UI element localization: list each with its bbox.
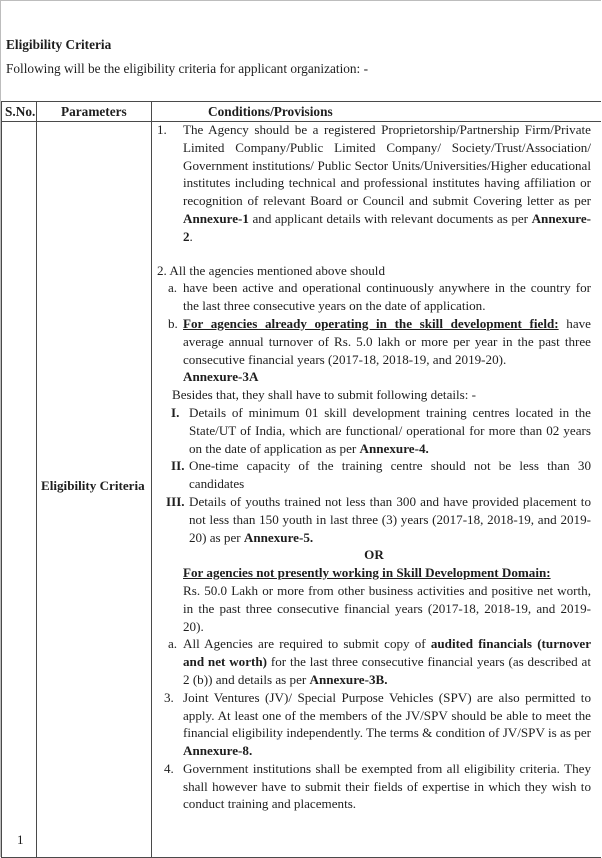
existing-agency-heading: For agencies already operating in the skill development field:: [183, 315, 559, 331]
table-top-border: [1, 101, 601, 102]
header-sno: S.No.: [5, 104, 36, 119]
header-parameters: Parameters: [61, 104, 127, 119]
new-agency-text: Rs. 50.0 Lakh or more from other business activities and positive net worth, in the past three consecutive financial years (2017-18, 2018-19, and 2019-20).: [183, 582, 591, 634]
header-conditions: Conditions/Provisions: [208, 104, 333, 119]
annexure-8-ref: Annexure-8.: [183, 743, 253, 759]
parameter-cell: Eligibility Criteria: [41, 478, 145, 493]
condition-2b-marker: b.: [168, 315, 178, 331]
or-separator: OR: [364, 547, 384, 563]
condition-3: [157, 689, 591, 760]
detail-iii-text: [189, 493, 591, 546]
condition-3-text: [183, 689, 591, 760]
condition-2a-marker: a.: [168, 280, 178, 296]
column-divider-sno: [36, 101, 37, 858]
condition-3-body: Joint Ventures (JV)/ Special Purpose Vehicles (SPV) are also permitted to apply. At least one of the members of the JV/SPV should be able to meet the financial eligibility independently. The terms & condition of JV/SPV is as per: [183, 689, 591, 741]
condition-1-text: [183, 121, 591, 246]
condition-2a: [157, 279, 591, 315]
financials-mid: for the last three consecutive financial years (as described at 2 (b)) and details as per: [183, 654, 591, 687]
spacer: [157, 246, 591, 262]
detail-iii: [157, 493, 591, 546]
condition-3-marker: 3.: [164, 689, 174, 705]
audited-financials: audited financials (turnover and net worth): [183, 636, 592, 670]
detail-ii-marker: II.: [171, 458, 185, 474]
intro-text: Following will be the eligibility criteria for applicant organization: -: [6, 61, 369, 76]
besides-text: Besides that, they shall have to submit following details: -: [172, 387, 477, 403]
detail-i-body: Details of minimum 01 skill development training centres located in the State/UT of India, which are functional/ operational for more than 02 years on the date of application as per: [189, 404, 591, 456]
annexure-5-ref: Annexure-5.: [243, 529, 314, 545]
condition-2b: [157, 315, 591, 386]
condition-4-text: Government institutions shall be exempted from all eligibility criteria. They shall however have to submit their fields of expertise in which they wish to conduct training and placements.: [183, 760, 591, 812]
condition-2b-text: [183, 315, 591, 386]
sno-cell: 1: [17, 832, 24, 847]
detail-i-marker: I.: [171, 404, 180, 420]
condition-1-end: .: [189, 228, 193, 244]
eligibility-table: [1, 101, 601, 858]
condition-1-marker: 1.: [157, 122, 167, 137]
condition-1-mid: and applicant details with relevant documents as per: [248, 210, 532, 226]
detail-iii-marker: III.: [166, 493, 185, 509]
annexure-2-ref: Annexure-2: [183, 210, 591, 244]
detail-i: [157, 404, 591, 457]
table-left-border: [1, 101, 2, 858]
detail-ii: [157, 457, 591, 493]
annexure-4-ref: Annexure-4.: [359, 440, 429, 456]
detail-i-text: [189, 404, 591, 457]
detail-ii-text: One-time capacity of the training centre should not be less than 30 candidates: [189, 458, 591, 492]
annexure-3b-ref: Annexure-3B.: [309, 671, 388, 687]
condition-2a-financials: [157, 635, 591, 688]
column-divider-parameters: [151, 101, 152, 858]
condition-2b-body: have average annual turnover of Rs. 5.0 lakh or more per year in the past three consecutive financial years (2017-18, 2018-19, and 2019-20).: [183, 315, 591, 367]
section-heading: Eligibility Criteria: [6, 37, 112, 52]
financials-pre: All Agencies are required to submit copy of: [183, 636, 431, 652]
annexure-3a-ref: Annexure-3A: [183, 369, 259, 385]
conditions-cell: [157, 121, 591, 813]
condition-1-body: The Agency should be a registered Proprietorship/Partnership Firm/Private Limited Company/Public Limited Company/ Society/Trust/Association/ Government institutions/ Public Sector Units/Universities/Higher educational institutes including technical and professional institutes having affiliation or recognition of relevant Board or Council and submit Covering letter as per: [183, 122, 591, 209]
detail-iii-body: Details of youths trained not less than 300 and have provided placement to not less than 150 youth in last three (3) years (2017-18, 2018-19, and 2019-20) as per: [189, 493, 591, 545]
new-agency-heading: For agencies not presently working in Skill Development Domain:: [183, 565, 551, 581]
financials-marker: a.: [168, 636, 178, 652]
condition-4: [157, 760, 591, 813]
annexure-1-ref: Annexure-1: [183, 210, 249, 226]
condition-1: [157, 121, 591, 246]
condition-4-marker: 4.: [164, 760, 174, 776]
condition-2a-text: have been active and operational continuously anywhere in the country for the last three consecutive years on the date of application.: [183, 280, 591, 314]
financials-text: [183, 635, 591, 688]
condition-2-lead: 2. All the agencies mentioned above should: [157, 262, 385, 278]
